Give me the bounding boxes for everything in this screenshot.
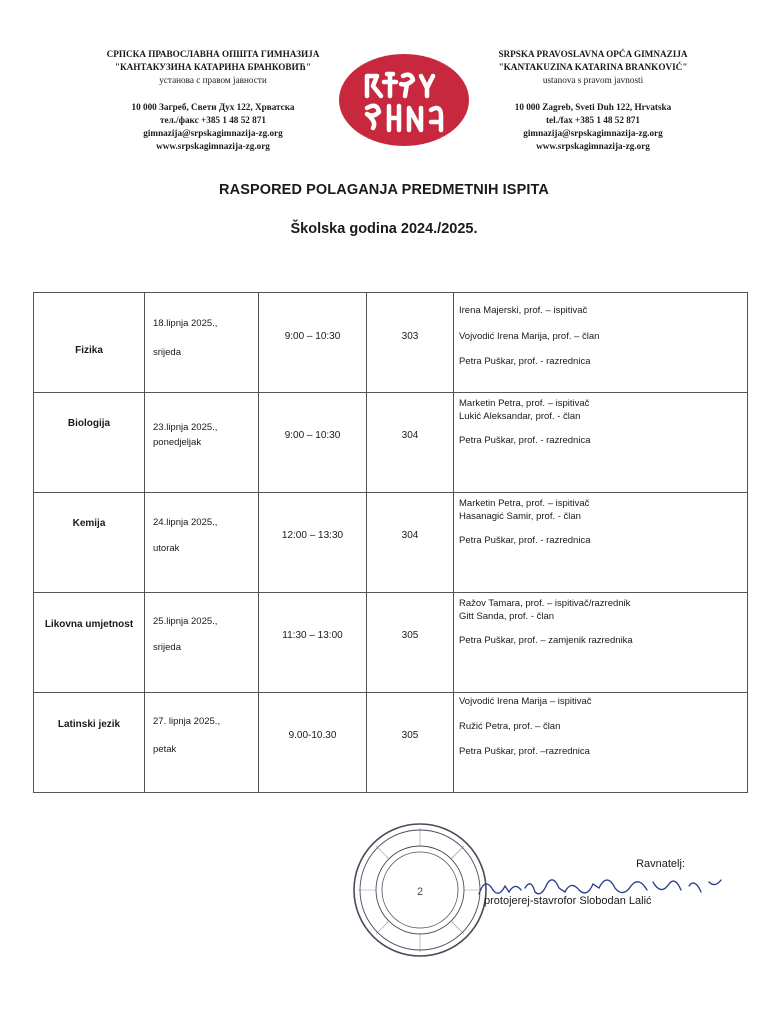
committee-member: Marketin Petra, prof. – ispitivač (459, 398, 590, 409)
phone-lat: tel./fax +385 1 48 52 871 (545, 115, 641, 125)
school-status-lat: ustanova s pravom javnosti (542, 75, 644, 85)
official-stamp (350, 820, 490, 960)
committee-member: Marketin Petra, prof. – ispitivač (459, 498, 590, 509)
subject-cell (34, 393, 145, 493)
table-row (34, 293, 748, 393)
committee-member: Irena Majerski, prof. – ispitivač (459, 305, 588, 316)
exam-time: 11:30 – 13:00 (282, 630, 343, 641)
committee-cell (454, 293, 748, 393)
committee-member: Gitt Sanda, prof. - član (459, 611, 555, 622)
exam-room: 304 (401, 430, 419, 441)
exam-date: 18.lipnja 2025., (153, 318, 218, 329)
school-logo (337, 52, 471, 148)
school-name-cyr: "КАНТАКУЗИНА КАТАРИНА БРАНКОВИЋ" (114, 62, 312, 72)
table-row (34, 493, 748, 593)
date-cell (145, 393, 259, 493)
committee-member: Petra Puškar, prof. - razrednica (459, 535, 591, 546)
time-cell (259, 493, 367, 593)
exam-date: 27. lipnja 2025., (153, 716, 221, 727)
table-row (34, 593, 748, 693)
logo-oval (339, 54, 469, 146)
exam-time: 12:00 – 13:30 (281, 530, 344, 541)
phone-cyr: тел./факс +385 1 48 52 871 (160, 115, 266, 125)
subject-name: Latinski jezik (57, 719, 121, 730)
date-cell (145, 293, 259, 393)
committee-member: Vojvodić Irena Marija, prof. – član (459, 331, 600, 342)
subject-cell (34, 293, 145, 393)
stamp-number: 2 (416, 886, 424, 898)
room-cell (367, 493, 454, 593)
exam-time: 9:00 – 10:30 (284, 430, 341, 441)
email-lat: gimnazija@srpskagimnazija-zg.org (523, 128, 663, 138)
address-lat: 10 000 Zagreb, Sveti Duh 122, Hrvatska (514, 102, 672, 112)
subject-cell (34, 593, 145, 693)
time-cell (259, 593, 367, 693)
exam-day: srijeda (153, 642, 181, 653)
date-cell (145, 693, 259, 793)
committee-member: Hasanagić Samir, prof. - član (459, 511, 581, 522)
exam-date: 23.lipnja 2025., (153, 422, 218, 433)
exam-room: 304 (401, 530, 419, 541)
committee-member: Ružić Petra, prof. – član (459, 721, 561, 732)
time-cell (259, 293, 367, 393)
subject-name: Kemija (72, 518, 106, 529)
subject-name: Fizika (75, 345, 103, 356)
exam-date: 25.lipnja 2025., (153, 616, 218, 627)
date-cell (145, 593, 259, 693)
email-cyr: gimnazija@srpskagimnazija-zg.org (143, 128, 283, 138)
letterhead-latin (463, 48, 723, 153)
committee-cell (454, 393, 748, 493)
school-name-lat: "KANTAKUZINA KATARINA BRANKOVIĆ" (498, 62, 688, 72)
director-name: protojerej-stavrofor Slobodan Lalić (484, 895, 652, 907)
table-row (34, 693, 748, 793)
subject-cell (34, 693, 145, 793)
letterhead-cyrillic (83, 48, 343, 153)
time-cell (259, 393, 367, 493)
committee-member: Petra Puškar, prof. - razrednica (459, 356, 591, 367)
exam-room: 303 (401, 331, 419, 342)
exam-time: 9:00 – 10:30 (284, 331, 341, 342)
exam-day: srijeda (153, 347, 181, 358)
room-cell (367, 293, 454, 393)
signatory-role: Ravnatelj: (636, 858, 685, 870)
committee-cell (454, 593, 748, 693)
address-cyr: 10 000 Загреб, Свети Дух 122, Хрватска (131, 102, 295, 112)
room-cell (367, 693, 454, 793)
subject-name: Biologija (67, 418, 111, 429)
school-type-lat: SRPSKA PRAVOSLAVNA OPĆA GIMNAZIJA (498, 49, 688, 59)
website-cyr: www.srpskagimnazija-zg.org (156, 141, 270, 151)
committee-member: Petra Puškar, prof. - razrednica (459, 435, 591, 446)
exam-date: 24.lipnja 2025., (153, 517, 218, 528)
committee-cell (454, 493, 748, 593)
exam-time: 9.00-10.30 (288, 730, 337, 741)
exam-schedule-table (33, 292, 748, 793)
time-cell (259, 693, 367, 793)
exam-day: petak (153, 744, 177, 755)
committee-cell (454, 693, 748, 793)
school-year: Školska godina 2024./2025. (290, 221, 478, 237)
exam-day: ponedjeljak (153, 437, 202, 448)
room-cell (367, 593, 454, 693)
committee-member: Ražov Tamara, prof. – ispitivač/razrednik (459, 598, 631, 609)
exam-room: 305 (401, 630, 419, 641)
website-lat: www.srpskagimnazija-zg.org (536, 141, 650, 151)
subject-cell (34, 493, 145, 593)
committee-member: Petra Puškar, prof. –razrednica (459, 746, 590, 757)
subject-name: Likovna umjetnost (44, 619, 134, 630)
signature-block (470, 858, 740, 918)
table-row (34, 393, 748, 493)
school-type-cyr: СРПСКА ПРАВОСЛАВНА ОПШТА ГИМНАЗИЈА (106, 49, 320, 59)
document-title: RASPORED POLAGANJA PREDMETNIH ISPITA (219, 182, 549, 198)
exam-room: 305 (401, 730, 419, 741)
exam-day: utorak (153, 543, 180, 554)
school-status-cyr: установа с правом јавности (159, 75, 267, 85)
room-cell (367, 393, 454, 493)
committee-member: Vojvodić Irena Marija – ispitivač (459, 696, 592, 707)
committee-member: Petra Puškar, prof. – zamjenik razrednika (459, 635, 633, 646)
committee-member: Lukić Aleksandar, prof. - član (459, 411, 581, 422)
date-cell (145, 493, 259, 593)
